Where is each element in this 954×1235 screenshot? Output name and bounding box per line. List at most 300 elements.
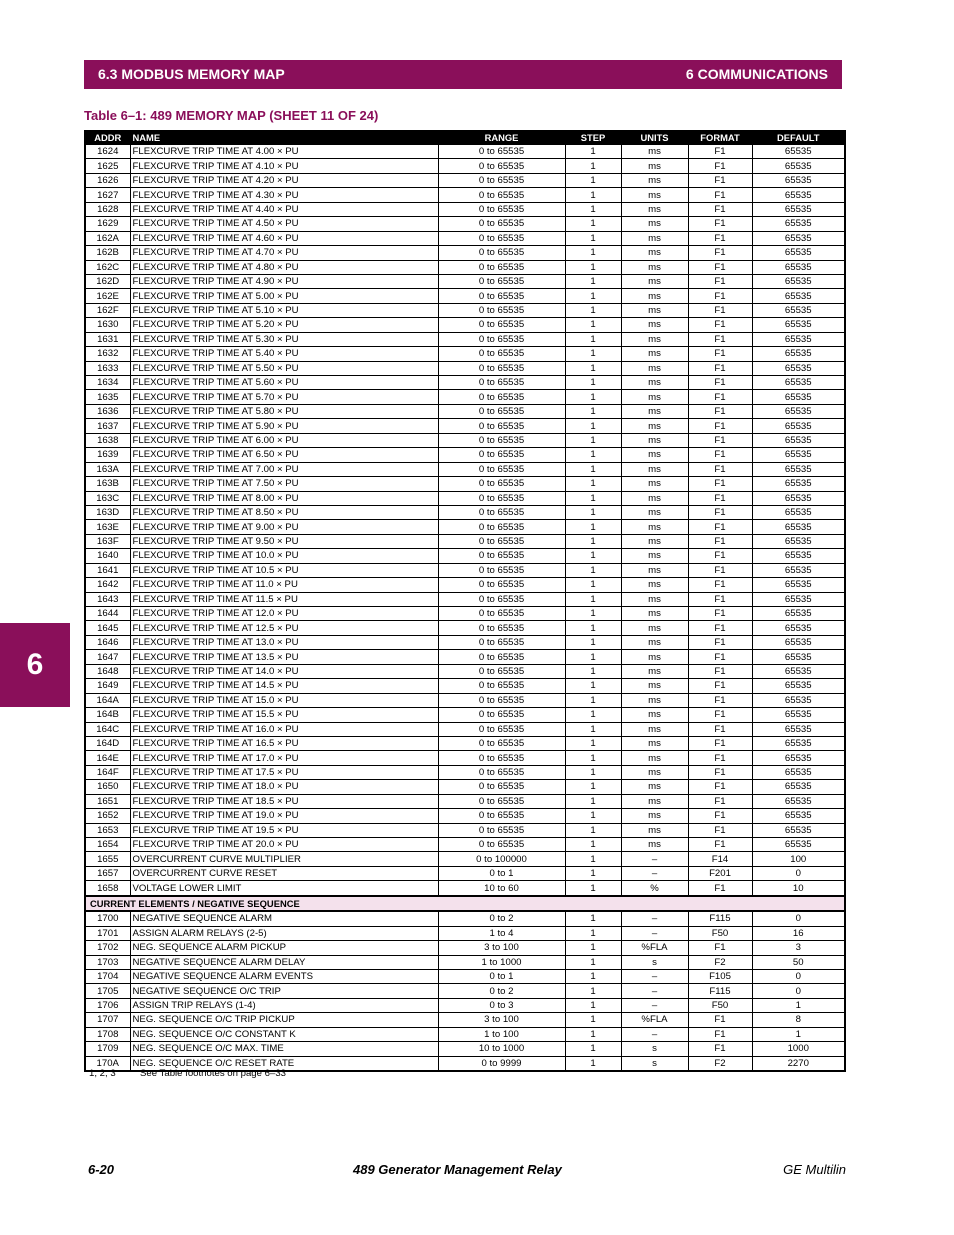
cell-addr: 164B: [85, 708, 130, 722]
cell-name: FLEXCURVE TRIP TIME AT 18.0 × PU: [130, 780, 438, 794]
cell-name: FLEXCURVE TRIP TIME AT 13.5 × PU: [130, 650, 438, 664]
cell-step: 1: [565, 635, 621, 649]
cell-name: VOLTAGE LOWER LIMIT: [130, 881, 438, 896]
cell-default: 65535: [752, 693, 845, 707]
cell-range: 0 to 65535: [438, 780, 565, 794]
cell-range: 0 to 3: [438, 998, 565, 1012]
cell-default: 65535: [752, 809, 845, 823]
cell-range: 0 to 65535: [438, 332, 565, 346]
cell-units: ms: [621, 549, 688, 563]
cell-addr: 1629: [85, 217, 130, 231]
table-row: [85, 303, 845, 317]
cell-addr: 1641: [85, 563, 130, 577]
cell-range: 0 to 9999: [438, 1056, 565, 1071]
cell-default: 65535: [752, 477, 845, 491]
cell-format: F1: [688, 1013, 752, 1027]
cell-addr: 1647: [85, 650, 130, 664]
cell-name: FLEXCURVE TRIP TIME AT 4.10 × PU: [130, 159, 438, 173]
cell-range: 0 to 65535: [438, 592, 565, 606]
cell-default: 65535: [752, 708, 845, 722]
cell-range: 0 to 65535: [438, 534, 565, 548]
cell-range: 0 to 65535: [438, 390, 565, 404]
cell-units: ms: [621, 722, 688, 736]
cell-units: ms: [621, 231, 688, 245]
cell-range: 0 to 65535: [438, 664, 565, 678]
cell-default: 65535: [752, 780, 845, 794]
cell-range: 0 to 65535: [438, 318, 565, 332]
cell-default: 65535: [752, 549, 845, 563]
cell-addr: 163A: [85, 462, 130, 476]
cell-addr: 1652: [85, 809, 130, 823]
cell-units: ms: [621, 404, 688, 418]
table-row: [85, 664, 845, 678]
table-row: [85, 332, 845, 346]
cell-name: FLEXCURVE TRIP TIME AT 10.5 × PU: [130, 563, 438, 577]
cell-step: 1: [565, 592, 621, 606]
cell-name: FLEXCURVE TRIP TIME AT 14.5 × PU: [130, 679, 438, 693]
cell-step: 1: [565, 563, 621, 577]
cell-name: FLEXCURVE TRIP TIME AT 20.0 × PU: [130, 838, 438, 852]
cell-step: 1: [565, 534, 621, 548]
cell-step: 1: [565, 607, 621, 621]
cell-name: NEGATIVE SEQUENCE ALARM DELAY: [130, 955, 438, 969]
cell-format: F115: [688, 911, 752, 926]
table-row: [85, 419, 845, 433]
cell-addr: 1706: [85, 998, 130, 1012]
table-row: [85, 376, 845, 390]
cell-step: 1: [565, 390, 621, 404]
cell-addr: 1704: [85, 969, 130, 983]
cell-format: F1: [688, 376, 752, 390]
cell-default: 65535: [752, 231, 845, 245]
cell-step: 1: [565, 941, 621, 955]
cell-addr: 1705: [85, 984, 130, 998]
table-title: Table 6–1: 489 MEMORY MAP (SHEET 11 OF 24): [84, 108, 379, 123]
table-row: [85, 621, 845, 635]
col-header-range: RANGE: [438, 131, 565, 145]
cell-step: 1: [565, 246, 621, 260]
table-row: [85, 477, 845, 491]
cell-default: 65535: [752, 246, 845, 260]
cell-format: F201: [688, 866, 752, 880]
cell-units: ms: [621, 578, 688, 592]
table-row: [85, 390, 845, 404]
cell-addr: 1639: [85, 448, 130, 462]
cell-range: 0 to 65535: [438, 303, 565, 317]
cell-addr: 162C: [85, 260, 130, 274]
cell-format: F1: [688, 941, 752, 955]
cell-addr: 164A: [85, 693, 130, 707]
cell-units: ms: [621, 361, 688, 375]
cell-name: FLEXCURVE TRIP TIME AT 5.10 × PU: [130, 303, 438, 317]
cell-default: 65535: [752, 607, 845, 621]
cell-name: NEG. SEQUENCE O/C CONSTANT K: [130, 1027, 438, 1041]
cell-step: 1: [565, 955, 621, 969]
cell-units: ms: [621, 202, 688, 216]
cell-step: 1: [565, 823, 621, 837]
table-row: [85, 549, 845, 563]
cell-default: 65535: [752, 563, 845, 577]
table-row: [85, 202, 845, 216]
cell-default: 65535: [752, 433, 845, 447]
cell-format: F1: [688, 592, 752, 606]
cell-step: 1: [565, 173, 621, 187]
cell-name: NEGATIVE SEQUENCE ALARM EVENTS: [130, 969, 438, 983]
cell-format: F1: [688, 347, 752, 361]
cell-default: 65535: [752, 188, 845, 202]
table-row: [85, 274, 845, 288]
col-header-default: DEFAULT: [752, 131, 845, 145]
cell-units: %FLA: [621, 941, 688, 955]
cell-default: 65535: [752, 838, 845, 852]
cell-units: –: [621, 926, 688, 940]
cell-range: 1 to 100: [438, 1027, 565, 1041]
cell-format: F1: [688, 650, 752, 664]
cell-step: 1: [565, 969, 621, 983]
cell-name: OVERCURRENT CURVE RESET: [130, 866, 438, 880]
cell-default: 65535: [752, 289, 845, 303]
cell-format: F14: [688, 852, 752, 866]
cell-default: 1: [752, 1027, 845, 1041]
cell-step: 1: [565, 1013, 621, 1027]
cell-addr: 1638: [85, 433, 130, 447]
chapter-title: 6 COMMUNICATIONS: [685, 66, 828, 82]
cell-units: ms: [621, 173, 688, 187]
cell-format: F2: [688, 955, 752, 969]
cell-step: 1: [565, 1027, 621, 1041]
cell-range: 0 to 65535: [438, 433, 565, 447]
table-row: [85, 708, 845, 722]
cell-addr: 164D: [85, 736, 130, 750]
cell-units: ms: [621, 650, 688, 664]
col-header-name: NAME: [130, 131, 438, 145]
table-footnote: [89, 1068, 286, 1079]
cell-step: 1: [565, 679, 621, 693]
cell-range: 1 to 1000: [438, 955, 565, 969]
cell-units: ms: [621, 765, 688, 779]
cell-name: FLEXCURVE TRIP TIME AT 4.20 × PU: [130, 173, 438, 187]
cell-name: FLEXCURVE TRIP TIME AT 5.50 × PU: [130, 361, 438, 375]
table-row: [85, 852, 845, 866]
cell-units: ms: [621, 419, 688, 433]
cell-addr: 1648: [85, 664, 130, 678]
cell-range: 0 to 65535: [438, 188, 565, 202]
cell-format: F1: [688, 145, 752, 159]
cell-range: 0 to 65535: [438, 260, 565, 274]
cell-addr: 163D: [85, 505, 130, 519]
cell-default: 65535: [752, 534, 845, 548]
col-header-step: STEP: [565, 131, 621, 145]
table-row: [85, 462, 845, 476]
table-row: [85, 217, 845, 231]
table-row: [85, 1027, 845, 1041]
cell-default: 65535: [752, 260, 845, 274]
cell-units: ms: [621, 332, 688, 346]
table-row: [85, 838, 845, 852]
cell-default: 65535: [752, 823, 845, 837]
cell-format: F1: [688, 534, 752, 548]
table-row: [85, 941, 845, 955]
cell-addr: 1709: [85, 1042, 130, 1056]
cell-name: ASSIGN TRIP RELAYS (1-4): [130, 998, 438, 1012]
cell-format: F1: [688, 332, 752, 346]
cell-addr: 1632: [85, 347, 130, 361]
table-row: [85, 404, 845, 418]
cell-name: FLEXCURVE TRIP TIME AT 10.0 × PU: [130, 549, 438, 563]
table-row: [85, 260, 845, 274]
table-row: [85, 751, 845, 765]
table-row: [85, 361, 845, 375]
cell-default: 65535: [752, 462, 845, 476]
cell-name: NEG. SEQUENCE ALARM PICKUP: [130, 941, 438, 955]
table-header-row: [85, 131, 845, 145]
cell-units: ms: [621, 520, 688, 534]
cell-step: 1: [565, 926, 621, 940]
table-row: [85, 911, 845, 926]
cell-format: F1: [688, 419, 752, 433]
cell-range: 0 to 65535: [438, 145, 565, 159]
cell-default: 65535: [752, 578, 845, 592]
cell-name: NEG. SEQUENCE O/C TRIP PICKUP: [130, 1013, 438, 1027]
cell-step: 1: [565, 708, 621, 722]
cell-range: 0 to 65535: [438, 765, 565, 779]
cell-default: 65535: [752, 635, 845, 649]
cell-step: 1: [565, 404, 621, 418]
table-row: [85, 188, 845, 202]
cell-range: 0 to 65535: [438, 491, 565, 505]
cell-step: 1: [565, 289, 621, 303]
cell-name: FLEXCURVE TRIP TIME AT 4.70 × PU: [130, 246, 438, 260]
cell-format: F1: [688, 693, 752, 707]
cell-default: 65535: [752, 347, 845, 361]
cell-name: FLEXCURVE TRIP TIME AT 6.00 × PU: [130, 433, 438, 447]
cell-addr: 1701: [85, 926, 130, 940]
cell-name: FLEXCURVE TRIP TIME AT 12.5 × PU: [130, 621, 438, 635]
cell-default: 65535: [752, 664, 845, 678]
cell-default: 65535: [752, 448, 845, 462]
cell-units: s: [621, 1056, 688, 1071]
cell-step: 1: [565, 549, 621, 563]
cell-format: F1: [688, 404, 752, 418]
cell-name: FLEXCURVE TRIP TIME AT 4.80 × PU: [130, 260, 438, 274]
cell-range: 0 to 65535: [438, 823, 565, 837]
cell-range: 0 to 65535: [438, 708, 565, 722]
cell-addr: 1634: [85, 376, 130, 390]
col-header-addr: ADDR: [85, 131, 130, 145]
cell-range: 0 to 65535: [438, 448, 565, 462]
cell-step: 1: [565, 751, 621, 765]
cell-addr: 1658: [85, 881, 130, 896]
cell-units: ms: [621, 635, 688, 649]
cell-addr: 1637: [85, 419, 130, 433]
manual-title: 489 Generator Management Relay: [353, 1162, 562, 1177]
cell-default: 65535: [752, 736, 845, 750]
cell-step: 1: [565, 1042, 621, 1056]
cell-default: 65535: [752, 765, 845, 779]
cell-name: FLEXCURVE TRIP TIME AT 12.0 × PU: [130, 607, 438, 621]
table-row: [85, 823, 845, 837]
cell-addr: 162A: [85, 231, 130, 245]
cell-range: 0 to 65535: [438, 809, 565, 823]
cell-step: 1: [565, 780, 621, 794]
cell-name: FLEXCURVE TRIP TIME AT 9.00 × PU: [130, 520, 438, 534]
table-row: [85, 563, 845, 577]
table-row: [85, 984, 845, 998]
cell-range: 10 to 1000: [438, 1042, 565, 1056]
cell-range: 0 to 65535: [438, 794, 565, 808]
table-row: [85, 592, 845, 606]
cell-range: 0 to 65535: [438, 505, 565, 519]
cell-name: FLEXCURVE TRIP TIME AT 6.50 × PU: [130, 448, 438, 462]
table-row: [85, 318, 845, 332]
cell-addr: 163F: [85, 534, 130, 548]
cell-default: 65535: [752, 303, 845, 317]
cell-addr: 1643: [85, 592, 130, 606]
cell-step: 1: [565, 765, 621, 779]
cell-range: 0 to 65535: [438, 159, 565, 173]
cell-units: ms: [621, 491, 688, 505]
cell-units: ms: [621, 246, 688, 260]
cell-range: 0 to 65535: [438, 202, 565, 216]
table-row: [85, 159, 845, 173]
cell-format: F105: [688, 969, 752, 983]
cell-step: 1: [565, 736, 621, 750]
cell-units: ms: [621, 534, 688, 548]
cell-units: ms: [621, 159, 688, 173]
cell-format: F1: [688, 578, 752, 592]
cell-addr: 163B: [85, 477, 130, 491]
cell-units: –: [621, 1027, 688, 1041]
cell-name: FLEXCURVE TRIP TIME AT 5.90 × PU: [130, 419, 438, 433]
cell-addr: 1645: [85, 621, 130, 635]
cell-default: 2270: [752, 1056, 845, 1071]
cell-addr: 1636: [85, 404, 130, 418]
table-row: [85, 780, 845, 794]
cell-step: 1: [565, 722, 621, 736]
cell-format: F50: [688, 998, 752, 1012]
cell-addr: 162E: [85, 289, 130, 303]
table-row: [85, 926, 845, 940]
cell-name: FLEXCURVE TRIP TIME AT 7.50 × PU: [130, 477, 438, 491]
cell-default: 65535: [752, 217, 845, 231]
cell-step: 1: [565, 650, 621, 664]
cell-range: 0 to 65535: [438, 838, 565, 852]
table-row: [85, 347, 845, 361]
table-row: [85, 534, 845, 548]
cell-range: 3 to 100: [438, 941, 565, 955]
table-row: [85, 765, 845, 779]
cell-format: F1: [688, 794, 752, 808]
cell-format: F1: [688, 505, 752, 519]
cell-name: ASSIGN ALARM RELAYS (2-5): [130, 926, 438, 940]
cell-addr: 162F: [85, 303, 130, 317]
cell-addr: 1630: [85, 318, 130, 332]
cell-default: 0: [752, 911, 845, 926]
cell-default: 3: [752, 941, 845, 955]
cell-format: F1: [688, 881, 752, 896]
cell-step: 1: [565, 578, 621, 592]
cell-default: 65535: [752, 332, 845, 346]
cell-step: 1: [565, 347, 621, 361]
cell-range: 1 to 4: [438, 926, 565, 940]
cell-format: F1: [688, 173, 752, 187]
cell-range: 0 to 65535: [438, 173, 565, 187]
cell-format: F1: [688, 823, 752, 837]
table-row: [85, 722, 845, 736]
cell-range: 0 to 65535: [438, 578, 565, 592]
table-row: [85, 635, 845, 649]
cell-addr: 162D: [85, 274, 130, 288]
footnote-refs: 1, 2, 3: [89, 1068, 116, 1079]
cell-format: F1: [688, 274, 752, 288]
cell-addr: 1650: [85, 780, 130, 794]
cell-format: F1: [688, 751, 752, 765]
cell-default: 65535: [752, 621, 845, 635]
table-row: [85, 955, 845, 969]
cell-units: ms: [621, 318, 688, 332]
section-label: CURRENT ELEMENTS / NEGATIVE SEQUENCE: [85, 896, 845, 911]
cell-range: 0 to 65535: [438, 693, 565, 707]
cell-range: 0 to 65535: [438, 477, 565, 491]
cell-range: 0 to 65535: [438, 462, 565, 476]
cell-units: %FLA: [621, 1013, 688, 1027]
cell-addr: 1626: [85, 173, 130, 187]
table-row: [85, 231, 845, 245]
cell-units: ms: [621, 462, 688, 476]
cell-name: FLEXCURVE TRIP TIME AT 5.60 × PU: [130, 376, 438, 390]
cell-addr: 1654: [85, 838, 130, 852]
cell-step: 1: [565, 303, 621, 317]
memory-map-table: [84, 130, 846, 1072]
cell-addr: 1702: [85, 941, 130, 955]
table-row: [85, 289, 845, 303]
cell-format: F1: [688, 635, 752, 649]
table-row: [85, 145, 845, 159]
cell-format: F1: [688, 491, 752, 505]
cell-format: F1: [688, 390, 752, 404]
cell-range: 0 to 65535: [438, 231, 565, 245]
cell-default: 65535: [752, 419, 845, 433]
cell-units: ms: [621, 664, 688, 678]
cell-units: ms: [621, 809, 688, 823]
cell-range: 0 to 65535: [438, 607, 565, 621]
table-row: [85, 433, 845, 447]
cell-default: 65535: [752, 751, 845, 765]
cell-name: FLEXCURVE TRIP TIME AT 4.30 × PU: [130, 188, 438, 202]
cell-name: OVERCURRENT CURVE MULTIPLIER: [130, 852, 438, 866]
cell-step: 1: [565, 866, 621, 880]
cell-addr: 1644: [85, 607, 130, 621]
table-row: [85, 246, 845, 260]
cell-name: FLEXCURVE TRIP TIME AT 8.00 × PU: [130, 491, 438, 505]
table-row: [85, 1042, 845, 1056]
cell-units: ms: [621, 376, 688, 390]
cell-format: F1: [688, 477, 752, 491]
table-row: [85, 969, 845, 983]
cell-units: ms: [621, 823, 688, 837]
cell-format: F1: [688, 1042, 752, 1056]
chapter-tab: 6: [0, 623, 70, 707]
cell-name: FLEXCURVE TRIP TIME AT 5.80 × PU: [130, 404, 438, 418]
cell-step: 1: [565, 448, 621, 462]
cell-range: 0 to 65535: [438, 246, 565, 260]
cell-step: 1: [565, 159, 621, 173]
cell-format: F1: [688, 318, 752, 332]
cell-format: F1: [688, 809, 752, 823]
table-body: [85, 145, 845, 1072]
cell-step: 1: [565, 217, 621, 231]
cell-addr: 170A: [85, 1056, 130, 1071]
